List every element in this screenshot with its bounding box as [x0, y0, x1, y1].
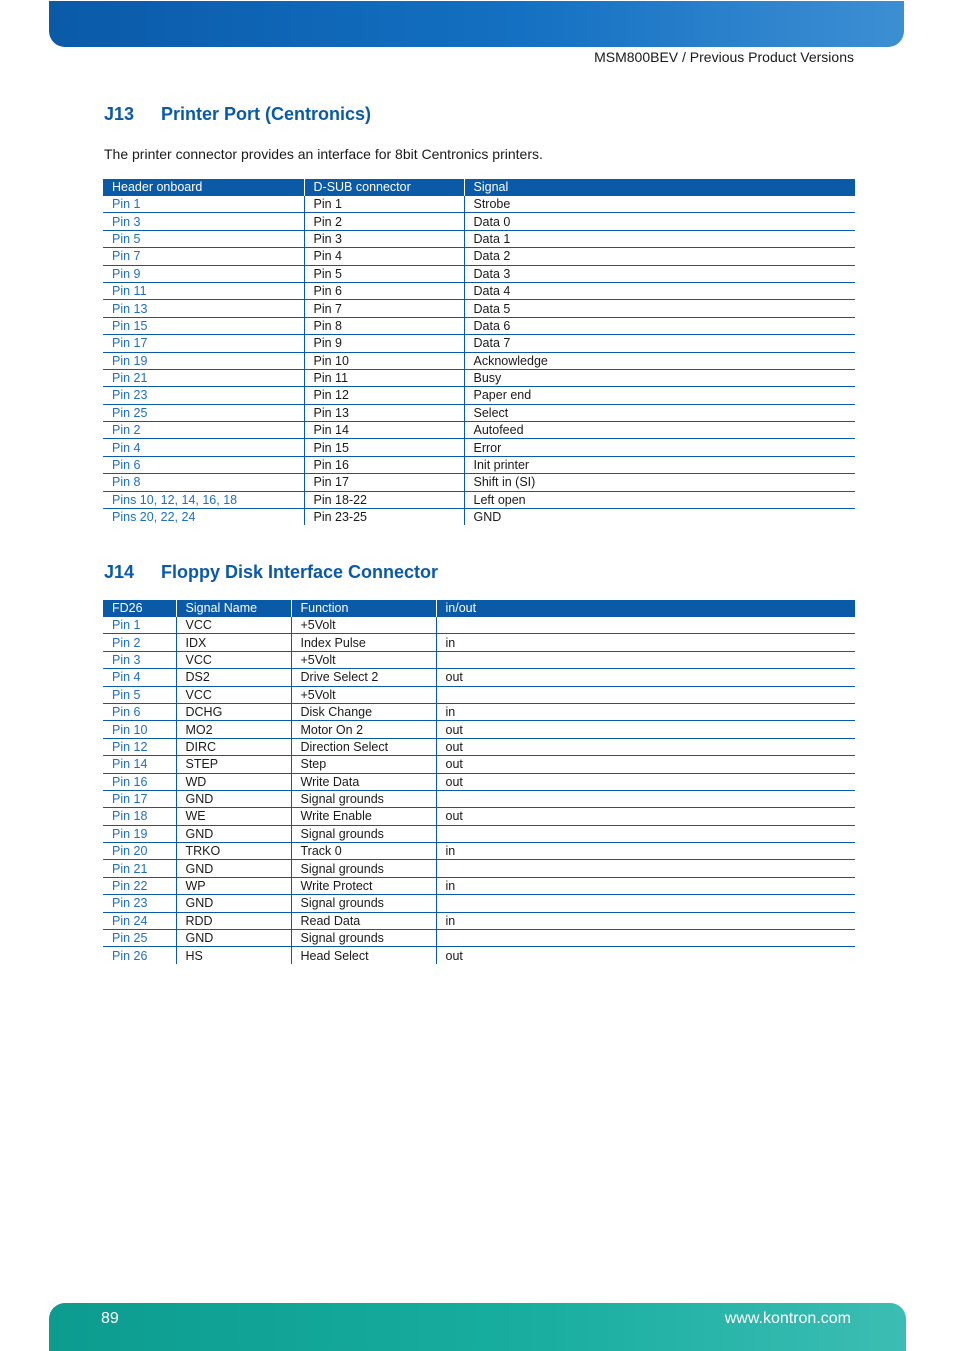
floppy-connector-pin-table: [103, 600, 855, 964]
pin-cell: Pins 20, 22, 24: [103, 509, 304, 526]
table-cell: Left open: [464, 491, 855, 508]
table-cell: Disk Change: [291, 703, 436, 720]
table-row: [103, 387, 855, 404]
pin-cell: Pin 26: [103, 947, 176, 964]
pin-cell: Pin 8: [103, 474, 304, 491]
table-row: [103, 422, 855, 439]
pin-cell: Pin 7: [103, 248, 304, 265]
table-cell: in: [436, 634, 855, 651]
table-cell: Signal grounds: [291, 790, 436, 807]
section-heading-j14: [104, 562, 438, 583]
pin-cell: Pin 5: [103, 230, 304, 247]
section-title: Printer Port (Centronics): [161, 104, 372, 124]
table-cell: in: [436, 877, 855, 894]
table-cell: VCC: [176, 617, 291, 634]
table-cell: Signal grounds: [291, 895, 436, 912]
table-row: [103, 230, 855, 247]
table-cell: +5Volt: [291, 686, 436, 703]
table-row: [103, 877, 855, 894]
table-row: [103, 265, 855, 282]
table-row: [103, 669, 855, 686]
table-row: [103, 369, 855, 386]
section-heading-j13: [104, 104, 371, 125]
table-cell: Pin 1: [304, 196, 464, 213]
table-cell: [436, 686, 855, 703]
table-cell: Init printer: [464, 456, 855, 473]
table-cell: in: [436, 703, 855, 720]
table-cell: Pin 4: [304, 248, 464, 265]
table-cell: MO2: [176, 721, 291, 738]
table-row: [103, 773, 855, 790]
table-row: [103, 738, 855, 755]
pin-cell: Pin 17: [103, 335, 304, 352]
pin-cell: Pin 20: [103, 843, 176, 860]
table-row: [103, 317, 855, 334]
table-cell: +5Volt: [291, 651, 436, 668]
table-cell: VCC: [176, 686, 291, 703]
column-header: Signal: [464, 179, 855, 196]
column-header: Function: [291, 600, 436, 617]
table-cell: in: [436, 843, 855, 860]
table-row: [103, 808, 855, 825]
pin-cell: Pin 17: [103, 790, 176, 807]
table-cell: [436, 860, 855, 877]
table-cell: Read Data: [291, 912, 436, 929]
pin-cell: Pin 6: [103, 703, 176, 720]
table-header-row: [103, 600, 855, 617]
table-cell: out: [445, 948, 463, 963]
table-cell: Step: [291, 756, 436, 773]
table-row: [103, 213, 855, 230]
pin-cell: Pin 11: [103, 282, 304, 299]
table-row: [103, 843, 855, 860]
table-cell: Data 1: [464, 230, 855, 247]
table-row: [103, 651, 855, 668]
table-cell: [436, 790, 855, 807]
pin-cell: Pin 18: [103, 808, 176, 825]
table-cell: DCHG: [176, 703, 291, 720]
table-cell: Busy: [464, 369, 855, 386]
table-cell: Signal grounds: [291, 930, 436, 947]
table-cell: Pin 17: [304, 474, 464, 491]
table-cell: Pin 7: [304, 300, 464, 317]
table-cell: out: [436, 756, 855, 773]
pin-cell: Pin 1: [103, 196, 304, 213]
table-cell: [436, 651, 855, 668]
pin-cell: Pin 19: [103, 825, 176, 842]
table-cell: Pin 14: [304, 422, 464, 439]
table-cell: GND: [473, 510, 502, 525]
table-cell: Pin 16: [304, 456, 464, 473]
pin-cell: Pin 2: [103, 634, 176, 651]
table-row: [103, 474, 855, 491]
table-cell: WD: [176, 773, 291, 790]
table-cell: Data 2: [464, 248, 855, 265]
table-cell: in: [436, 912, 855, 929]
section-intro-paragraph: The printer connector provides an interface for 8bit Centronics printers.: [104, 146, 543, 162]
table-row: [103, 860, 855, 877]
table-row: [103, 617, 855, 634]
table-cell: VCC: [176, 651, 291, 668]
table-cell: Pin 13: [304, 404, 464, 421]
table-cell: Select: [464, 404, 855, 421]
table-row: [103, 509, 855, 526]
pin-cell: Pin 5: [103, 686, 176, 703]
table-cell: Pin 15: [304, 439, 464, 456]
table-cell: IDX: [176, 634, 291, 651]
table-cell: Pin 10: [304, 352, 464, 369]
table-cell: +5Volt: [291, 617, 436, 634]
pin-cell: Pin 22: [103, 877, 176, 894]
pin-cell: Pin 23: [103, 895, 176, 912]
table-cell: Error: [464, 439, 855, 456]
pin-cell: Pin 1: [103, 617, 176, 634]
table-cell: [436, 825, 855, 842]
top-banner: [49, 1, 904, 47]
pin-cell: Pin 15: [103, 317, 304, 334]
table-cell: out: [436, 721, 855, 738]
table-cell: Acknowledge: [464, 352, 855, 369]
website-link[interactable]: www.kontron.com: [724, 1310, 851, 1327]
section-number: J14: [104, 562, 135, 582]
table-row: [103, 790, 855, 807]
table-cell: Write Data: [291, 773, 436, 790]
pin-cell: Pin 4: [103, 669, 176, 686]
table-cell: Pin 6: [304, 282, 464, 299]
table-row: [103, 300, 855, 317]
table-cell: Write Protect: [291, 877, 436, 894]
table-row: [103, 912, 855, 929]
table-cell: Pin 11: [304, 369, 464, 386]
table-cell: Head Select: [291, 947, 436, 964]
table-cell: DIRC: [176, 738, 291, 755]
table-cell: Pin 8: [304, 317, 464, 334]
section-title: Floppy Disk Interface Connector: [161, 562, 439, 582]
table-row: [103, 282, 855, 299]
table-row: [103, 491, 855, 508]
pin-cell: Pins 10, 12, 14, 16, 18: [103, 491, 304, 508]
table-cell: GND: [176, 860, 291, 877]
column-header: FD26: [103, 600, 176, 617]
table-cell: Paper end: [464, 387, 855, 404]
pin-cell: Pin 19: [103, 352, 304, 369]
pin-cell: Pin 23: [103, 387, 304, 404]
table-cell: HS: [176, 947, 291, 964]
table-cell: STEP: [176, 756, 291, 773]
table-row: [103, 686, 855, 703]
table-cell: Strobe: [464, 196, 855, 213]
table-cell: [436, 895, 855, 912]
table-header-row: [103, 179, 855, 196]
table-cell: GND: [176, 895, 291, 912]
pin-cell: Pin 13: [103, 300, 304, 317]
table-cell: Autofeed: [464, 422, 855, 439]
pin-cell: Pin 3: [103, 651, 176, 668]
table-cell: Data 0: [464, 213, 855, 230]
table-row: [103, 248, 855, 265]
pin-cell: Pin 16: [103, 773, 176, 790]
table-row: [103, 404, 855, 421]
pin-cell: Pin 3: [103, 213, 304, 230]
pin-cell: Pin 21: [103, 860, 176, 877]
table-row: [103, 352, 855, 369]
table-cell: Pin 12: [304, 387, 464, 404]
pin-cell: Pin 14: [103, 756, 176, 773]
table-cell: TRKO: [176, 843, 291, 860]
table-cell: Shift in (SI): [464, 474, 855, 491]
table-row: [103, 947, 855, 964]
page-number: 89: [101, 1310, 119, 1327]
table-row: [103, 439, 855, 456]
table-row: [103, 634, 855, 651]
table-cell: Index Pulse: [291, 634, 436, 651]
table-cell: Drive Select 2: [291, 669, 436, 686]
table-cell: Signal grounds: [291, 825, 436, 842]
table-cell: Track 0: [291, 843, 436, 860]
table-cell: Data 4: [464, 282, 855, 299]
table-cell: GND: [176, 930, 291, 947]
pin-cell: Pin 21: [103, 369, 304, 386]
table-row: [103, 456, 855, 473]
table-row: [103, 825, 855, 842]
table-cell: Direction Select: [291, 738, 436, 755]
document-header-title: MSM800BEV / Previous Product Versions: [594, 49, 854, 65]
table-cell: RDD: [176, 912, 291, 929]
table-cell: Data 3: [464, 265, 855, 282]
table-cell: GND: [176, 825, 291, 842]
table-row: [103, 335, 855, 352]
column-header: Signal Name: [176, 600, 291, 617]
column-header: Header onboard: [103, 179, 304, 196]
pin-cell: Pin 6: [103, 456, 304, 473]
table-row: [103, 721, 855, 738]
column-header: in/out: [436, 600, 855, 617]
table-cell: WP: [176, 877, 291, 894]
table-cell: Write Enable: [291, 808, 436, 825]
printer-port-pin-table: [103, 179, 855, 525]
table-cell: Data 7: [464, 335, 855, 352]
table-cell: Pin 18-22: [304, 491, 464, 508]
table-row: [103, 930, 855, 947]
table-cell: Signal grounds: [291, 860, 436, 877]
table-row: [103, 756, 855, 773]
pin-cell: Pin 25: [103, 930, 176, 947]
table-cell: GND: [176, 790, 291, 807]
table-cell: Data 6: [464, 317, 855, 334]
table-cell: out: [436, 738, 855, 755]
section-number: J13: [104, 104, 135, 124]
table-row: [103, 196, 855, 213]
pin-cell: Pin 10: [103, 721, 176, 738]
table-cell: Motor On 2: [291, 721, 436, 738]
table-cell: [436, 617, 855, 634]
pin-cell: Pin 24: [103, 912, 176, 929]
pin-cell: Pin 4: [103, 439, 304, 456]
table-row: [103, 703, 855, 720]
pin-cell: Pin 9: [103, 265, 304, 282]
table-cell: Pin 9: [304, 335, 464, 352]
table-cell: WE: [176, 808, 291, 825]
column-header: D-SUB connector: [304, 179, 464, 196]
table-cell: out: [436, 669, 855, 686]
pin-cell: Pin 2: [103, 422, 304, 439]
pin-cell: Pin 25: [103, 404, 304, 421]
table-cell: out: [436, 808, 855, 825]
table-cell: DS2: [176, 669, 291, 686]
table-row: [103, 895, 855, 912]
table-cell: Data 5: [464, 300, 855, 317]
table-cell: Pin 2: [304, 213, 464, 230]
table-cell: [436, 930, 855, 947]
table-cell: Pin 3: [304, 230, 464, 247]
table-cell: out: [436, 773, 855, 790]
table-cell: Pin 5: [304, 265, 464, 282]
table-cell: Pin 23-25: [304, 509, 464, 526]
pin-cell: Pin 12: [103, 738, 176, 755]
